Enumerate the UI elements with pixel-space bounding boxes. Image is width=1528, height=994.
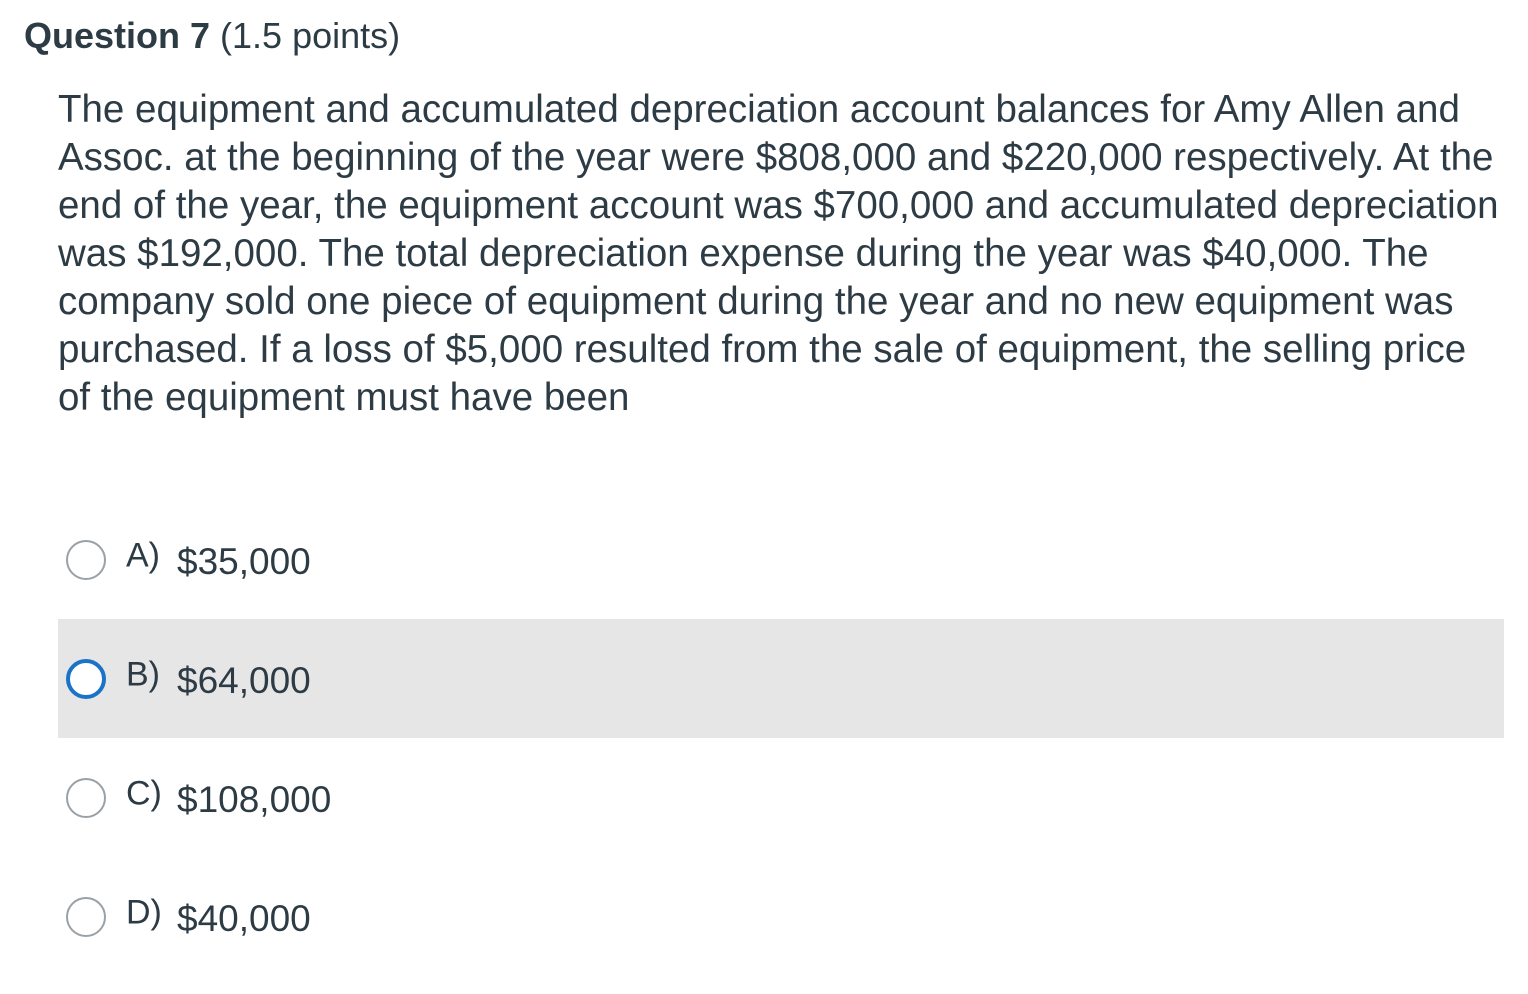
option-letter: C): [126, 774, 162, 813]
option-value: $35,000: [177, 540, 311, 582]
option-letter: B): [126, 655, 160, 694]
option-d[interactable]: [58, 857, 1504, 976]
radio-button-a[interactable]: [66, 540, 106, 580]
question-header: [24, 14, 400, 58]
option-c[interactable]: [58, 738, 1504, 857]
option-value: $64,000: [177, 659, 311, 701]
option-letter: A): [126, 536, 160, 575]
question-title: Question 7: [24, 15, 211, 56]
option-b[interactable]: [58, 619, 1504, 738]
question-text: The equipment and accumulated depreciation account balances for Amy Allen and Assoc. at the beginning of the year were $808,000 and $220,000 respectively. At the end of the year, the equipment account was $700,000 and accumulated depreciation was $192,000. The total depreciation expense during the year was $40,000. The company sold one piece of equipment during the year and no new equipment was purchased. If a loss of $5,000 resulted from the sale of equipment, the selling price of the equipment must have been: [58, 88, 1499, 419]
radio-button-c[interactable]: [66, 778, 106, 818]
option-value: $40,000: [177, 897, 311, 939]
option-value: $108,000: [177, 778, 332, 820]
radio-button-d[interactable]: [66, 897, 106, 937]
option-a[interactable]: [58, 500, 1504, 619]
option-letter: D): [126, 893, 162, 932]
question-points: (1.5 points): [220, 15, 401, 56]
radio-button-b[interactable]: [66, 659, 106, 699]
answer-options: [58, 500, 1504, 976]
